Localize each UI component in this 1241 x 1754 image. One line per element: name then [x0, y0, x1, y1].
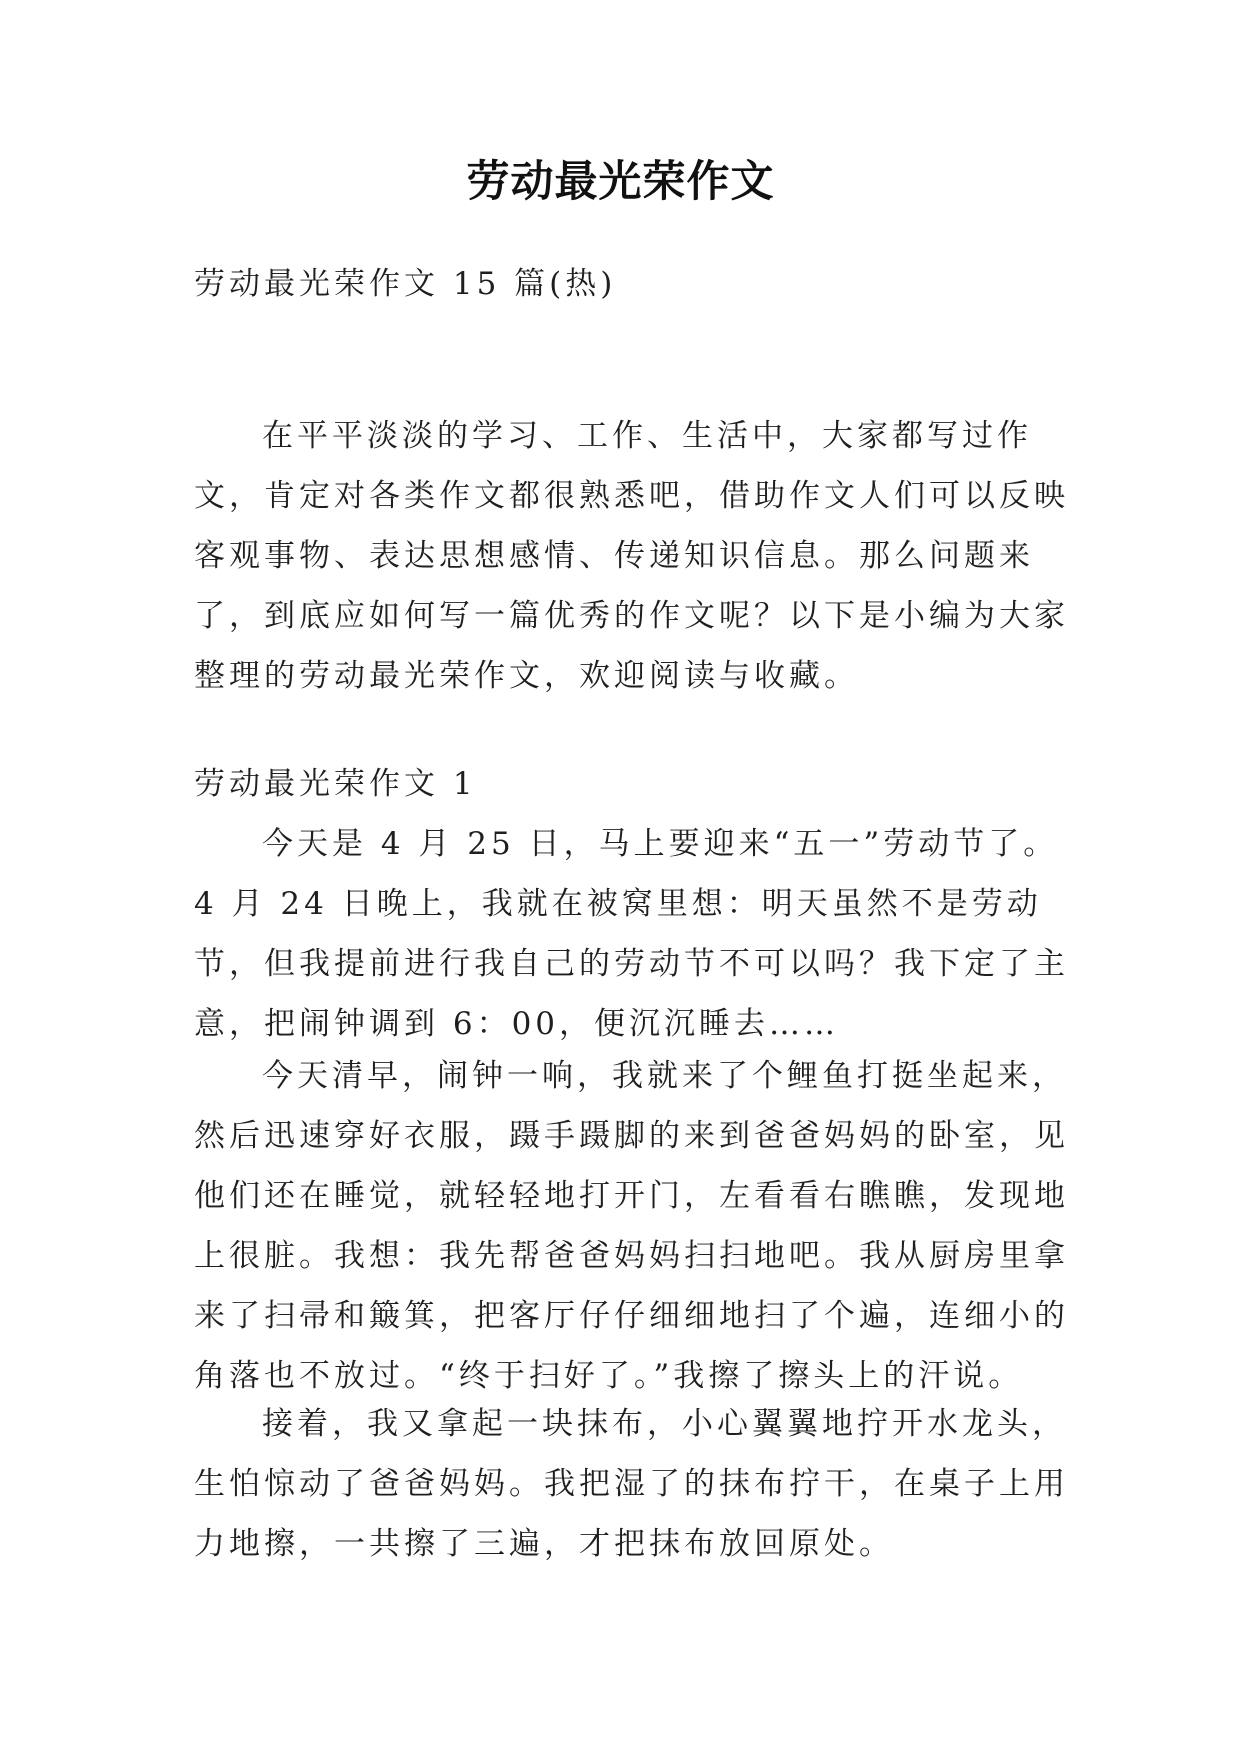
essay-paragraph-3: 接着，我又拿起一块抹布，小心翼翼地拧开水龙头，生怕惊动了爸爸妈妈。我把湿了的抹布拧干，在桌子上用力地擦，一共擦了三遍，才把抹布放回原处。 [194, 1406, 1069, 1562]
essay-paragraph-2: 今天清早，闹钟一响，我就来了个鲤鱼打挺坐起来，然后迅速穿好衣服，蹑手蹑脚的来到爸爸妈妈的卧室，见他们还在睡觉，就轻轻地打开门，左看看右瞧瞧，发现地上很脏。我想：我先帮爸爸妈妈扫扫地吧。我从厨房里拿来了扫帚和簸箕，把客厅仔仔细细地扫了个遍，连细小的角落也不放过。“终于扫好了。”我擦了擦头上的汗说。 [194, 1058, 1069, 1394]
document-subtitle: 劳动最光荣作文 15 篇(热) [194, 266, 617, 302]
intro-paragraph: 在平平淡淡的学习、工作、生活中，大家都写过作文，肯定对各类作文都很熟悉吧，借助作文人们可以反映客观事物、表达思想感情、传递知识信息。那么问题来了，到底应如何写一篇优秀的作文呢？以下是小编为大家整理的劳动最光荣作文，欢迎阅读与收藏。 [194, 418, 1069, 694]
essay-paragraph-1: 今天是 4 月 25 日，马上要迎来“五一”劳动节了。4 月 24 日晚上，我就在被窝里想：明天虽然不是劳动节，但我提前进行我自己的劳动节不可以吗？我下定了主意，把闹钟调到 6：00，便沉沉睡去…… [194, 826, 1069, 1042]
document-title: 劳动最光荣作文 [466, 157, 775, 207]
essay-heading: 劳动最光荣作文 1 [194, 766, 477, 802]
